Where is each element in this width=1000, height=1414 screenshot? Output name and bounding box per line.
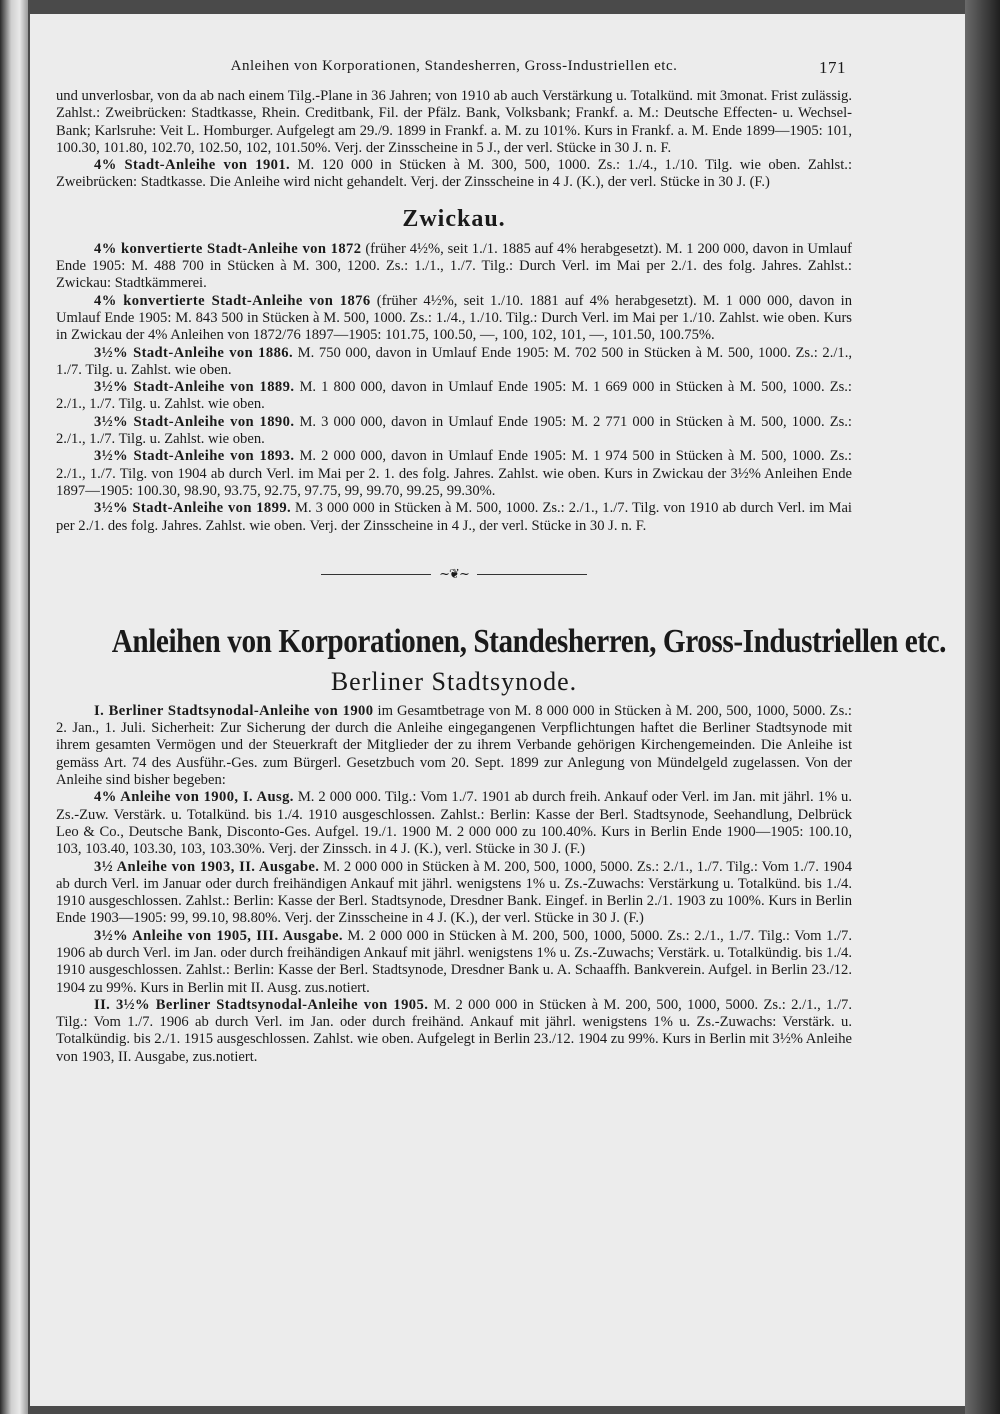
divider-line-right [477, 574, 587, 575]
loan-entry [56, 414, 852, 449]
loan-entry [56, 500, 852, 535]
entry-heading: 3½ Anleihe von 1903, II. Ausgabe. [94, 858, 320, 875]
entry-body: M. 3 000 000, davon in Umlauf Ende 1905: M. 2 771 000 in Stücken à M. 500, 1000. Zs.: 2./1., 1./7. Tilg. u. Zahlst. wie oben. [56, 413, 852, 448]
entry-body: M. 2 000 000 in Stücken à M. 200, 500, 1000, 5000. Zs.: 2./1., 1./7. Tilg.: Vom 1./7. 1906 ab durch Verl. im Jan. oder durch freihänd. Ankauf mit jährl. wenigstens 1% u. Zs.-Zuwachs: Verstärk. u. Totalkündig. bis 2./1. 1915 ausgeschlossen. Zahlst. wie oben. Aufgelegt in Berlin 23./12. 1904 zu 99%. Kurs in Berlin mit 3½% Anleihe von 1903, II. Ausgabe, zus.notiert. [56, 996, 852, 1065]
entry-heading: 3½% Stadt-Anleihe von 1893. [94, 448, 295, 465]
loan-entry [56, 293, 852, 345]
loan-entry [56, 345, 852, 380]
entry-body: M. 750 000, davon in Umlauf Ende 1905: M. 702 500 in Stücken à M. 500, 1000. Zs.: 2./1., 1./7. Tilg. u. Zahlst. wie oben. [56, 344, 852, 378]
loan-entry [56, 379, 852, 414]
entry-heading: 3½% Stadt-Anleihe von 1889. [94, 379, 295, 396]
ornament-icon: ~❦~ [439, 567, 469, 583]
entry-heading: 3½% Stadt-Anleihe von 1886. [94, 344, 294, 361]
loan-entry [56, 997, 852, 1066]
page-number: 171 [819, 58, 846, 77]
entry-body: M. 2 000 000. Tilg.: Vom 1./7. 1901 ab durch freih. Ankauf oder Verl. im Jan. mit jährl. 1% u. Zs.-Zuw. Verstärk. u. Totalkünd. bis 1./4. 1910 ausgeschlossen. Zahlst.: Berlin: Kasse der Berl. Stadtsynode, Seehandlung, Delbrück Leo & Co., Deutsche Bank, Disconto-Ges. Aufgel. 19./1. 1900 M. 2 000 000 zu 100.40%. Kurs in Berlin Ende 1900—1905: 100.10, 103, 103.40, 103.30, 103, 103.30%. Verj. der Zinssch. in 4 J. (K.), verl. Stücke in 30 J. (F.) [56, 789, 852, 858]
subsection-heading: Berliner Stadtsynode. [330, 666, 578, 696]
running-title: Anleihen von Korporationen, Standesherren, Gross-Industriellen etc. [230, 58, 678, 74]
entry-body: M. 2 000 000 in Stücken à M. 200, 500, 1000, 5000. Zs.: 2./1., 1./7. Tilg.: Vom 1./7. 1906 ab durch Verl. im Jan. oder durch freihändigen Ankauf mit jährl. wenigstens 1% u. Zs.-Zuwachs; Verstärk. u. Totalkündig. bis 1./4. 1910 ausgeschlossen. Zahlst.: Berlin: Kasse der Berl. Stadtsynode, Dresdner Bank u. A. Schaaffh. Bankverein. Aufgel. in Berlin 23./12. 1904 zu 99%. Kurs in Berlin mit II. Ausg. zus.notiert. [56, 927, 852, 996]
entry-body: (früher 4½%, seit 1./10. 1881 auf 4% herabgesetzt). M. 1 000 000, davon in Umlauf Ende 1905: M. 843 500 in Stücken à M. 500, 1000. Zs.: 1./4., 1./10. Tilg.: Durch Verl. im Mai per 1./10. Zahlst. wie oben. Kurs in Zwickau der 4% Anleihen von 1872/76 1897—1905: 101.75, 100.50, —, 100, 102, 101, —, 101.50, 100.75%. [56, 292, 852, 344]
ornamental-divider [56, 563, 852, 587]
loan-entry [56, 928, 852, 997]
divider-line-left [321, 574, 431, 575]
loan-entry [56, 789, 852, 858]
entry-heading: 4% konvertierte Stadt-Anleihe von 1872 [94, 240, 362, 257]
entry-body: im Gesamtbetrage von M. 8 000 000 in Stücken à M. 200, 500, 1000, 5000. Zs.: 2. Jan., 1. Juli. Sicherheit: Zur Sicherung der durch die Anleihe eingegangenen Verpflichtungen haftet die Berliner Stadtsynode mit ihrem gesamten Vermögen und der Steuerkraft der Mitglieder der zu ihrem Verbande gehörigen Kirchengemeinden. Die Anleihe ist gemäss Art. 74 des Ausführ.-Ges. zum Bürgerl. Gesetzbuch vom 20. Sept. 1899 zur Anlegung von Mündelgeld zugelassen. Von der Anleihe sind bisher begeben: [56, 702, 852, 789]
page-content [56, 58, 947, 1066]
entry-heading: 3½% Anleihe von 1905, III. Ausgabe. [94, 927, 343, 944]
entry-heading: 4% Anleihe von 1900, I. Ausg. [94, 789, 294, 806]
entry-body: (früher 4½%, seit 1./1. 1885 auf 4% herabgesetzt). M. 1 200 000, davon in Umlauf Ende 1905: M. 488 700 in Stücken à M. 300, 1200. Zs.: 1./1., 1./7. Tilg.: Durch Verl. im Mai per 2./1. des folg. Jahres. Zahlst.: Zwickau: Stadtkämmerei. [56, 240, 853, 292]
entry-body: M. 3 000 000 in Stücken à M. 500, 1000. Zs.: 2./1., 1./7. Tilg. von 1910 ab durch Verl. im Mai per 2./1. des folg. Jahres. Zahlst. wie oben. Verj. der Zinsscheine in 4 J., der verl. Stücke in 30 J. n. F. [56, 500, 852, 534]
entry-heading: 4% konvertierte Stadt-Anleihe von 1876 [94, 292, 371, 309]
entry-body: M. 120 000 in Stücken à M. 300, 500, 1000. Zs.: 1./4., 1./10. Tilg. wie oben. Zahlst.: Zweibrücken: Stadtkasse. Die Anleihe wird nicht gehandelt. Verj. der Zinsscheine in 4 J. (K.), der verl. Stücke in 30 J. (F.) [56, 157, 852, 191]
entry-heading: II. 3½% Berliner Stadtsynodal-Anleihe von 1905. [94, 996, 429, 1013]
book-right-edge [965, 0, 1000, 1414]
running-header [56, 58, 852, 88]
loan-entry [56, 703, 852, 789]
loan-entry [56, 859, 852, 928]
entry-heading: 3½% Stadt-Anleihe von 1890. [94, 413, 295, 430]
entry-body: M. 1 800 000, davon in Umlauf Ende 1905: M. 1 669 000 in Stücken à M. 500, 1000. Zs.: 2./1., 1./7. Tilg. u. Zahlst. wie oben. [56, 379, 852, 413]
city-heading-zwickau: Zwickau. [402, 205, 506, 232]
entry-heading: 3½% Stadt-Anleihe von 1899. [94, 500, 292, 517]
section-title: Anleihen von Korporationen, Standesherren, Gross-Industriellen etc. [111, 622, 947, 660]
entry-body: M. 2 000 000 in Stücken à M. 200, 500, 1000, 5000. Zs.: 2./1., 1./7. Tilg.: Vom 1./7. 1904 ab durch Verl. im Januar oder durch freihändigen Ankauf mit jährl. wenigstens 1% u. Zs.-Zuwachs: Verstärkung u. Totalkünd. bis 1./4. 1910 ausgeschlossen. Zahlst.: Berlin: Kasse der Berl. Stadtsynode, Dresdner Bank. Eingef. in Berlin 2./1. 1903 zu 100%. Kurs in Berlin Ende 1903—1905: 99, 99.10, 98.80%. Verj. der Zinsscheine in 4 J. (K.), der verl. Stücke in 30 J. (F.) [56, 858, 853, 927]
entry-heading: I. Berliner Stadtsynodal-Anleihe von 1900 [94, 702, 374, 719]
entry-body: M. 2 000 000, davon in Umlauf Ende 1905: M. 1 974 500 in Stücken à M. 500, 1000. Zs.: 2./1., 1./7. Tilg. von 1904 ab durch Verl. im Mai per 2. 1. des folg. Jahres. Zahlst. wie oben. Kurs in Zwickau der 3½% Anleihen Ende 1897—1905: 100.30, 98.90, 93.75, 92.75, 97.75, 99, 99.70, 99.25, 99.30%. [56, 448, 852, 499]
entry-heading: 4% Stadt-Anleihe von 1901. [94, 157, 291, 174]
loan-entry [56, 448, 852, 500]
loan-entry [56, 241, 852, 293]
intro-loan-entry [56, 157, 852, 192]
book-gutter-edge [0, 0, 28, 1414]
intro-paragraph: und unverlosbar, von da ab nach einem Tilg.-Plane in 36 Jahren; von 1910 ab auch Verstärkung u. Totalkünd. mit 3monat. Frist zulässig. Zahlst.: Zweibrücken: Stadtkasse, Rhein. Creditbank, Fil. der Pfälz. Bank, Volksbank; Frankf. a. M.: Deutsche Effecten- u. Wechsel-Bank; Karlsruhe: Veit L. Homburger. Aufgelegt am 29./9. 1899 in Frankf. a. M. zu 101%. Kurs in Frankf. a. M. Ende 1899—1905: 101, 100.30, 101.80, 102.70, 102.50, 102, 101.50%. Verj. der Zinsscheine in 5 J., der verl. Stücke in 30 J. n. F. [56, 88, 852, 156]
